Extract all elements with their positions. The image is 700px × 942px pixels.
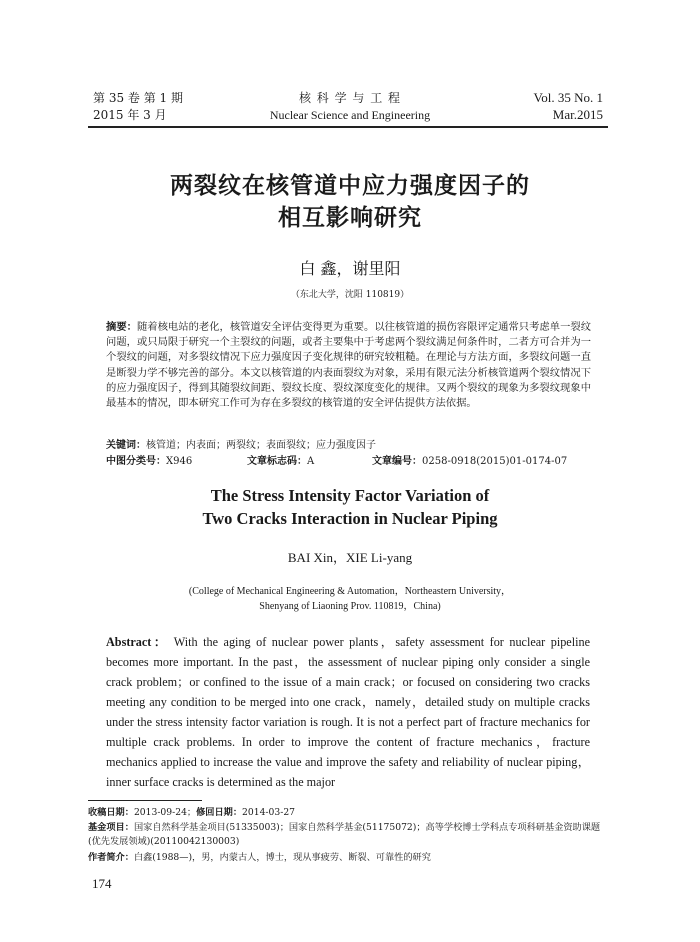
footnote-author-bio — [88, 851, 608, 865]
received-label: 收稿日期： — [88, 807, 134, 818]
header-journal-cn: 核 科 学 与 工 程 — [298, 91, 402, 105]
funding-label: 基金项目： — [88, 822, 134, 833]
article-number-value: 0258-0918(2015)01-0174-07 — [422, 456, 568, 467]
header-date-en: Mar.2015 — [552, 107, 603, 122]
title-en-line1: The Stress Intensity Factor Variation of — [210, 486, 490, 505]
header-date-cn: 2015 年 3 月 — [93, 108, 167, 122]
footnote-dates — [88, 806, 608, 820]
page-number: 174 — [92, 876, 112, 891]
header-volume-cn: 第 35 卷 第 1 期 — [93, 91, 183, 105]
revised-date: 2014-03-27 — [242, 807, 296, 818]
abstract-cn-label: 摘要： — [106, 321, 137, 333]
article-number-label: 文章编号： — [372, 456, 422, 467]
author-bio-text: 白鑫(1988—)，男，内蒙古人，博士，现从事疲劳、断裂、可靠性的研究 — [133, 852, 431, 863]
title-en-line2: Two Cracks Interaction in Nuclear Piping — [202, 509, 498, 528]
abstract-en — [106, 632, 590, 792]
document-code — [247, 452, 314, 467]
received-date: 2013-09-24； — [133, 807, 197, 818]
header-journal-en: Nuclear Science and Engineering — [269, 108, 431, 122]
funding-text: 国家自然科学基金项目(51335003)；国家自然科学基金(51175072)；高等学校博士学科点专项科研基金资助课题(优先发展领域)(20110042130003) — [88, 822, 601, 847]
title-cn-line2: 相互影响研究 — [278, 205, 422, 231]
authors-en: BAI Xin，XIE Li-yang — [287, 550, 413, 565]
keywords-cn-text: 核管道；内表面；两裂纹；表面裂纹；应力强度因子 — [146, 440, 376, 451]
authors-cn: 白 鑫，谢里阳 — [299, 259, 401, 278]
header-rule — [88, 126, 608, 128]
keywords-cn-label: 关键词： — [106, 440, 146, 451]
footnote-rule — [88, 800, 202, 801]
article-number — [372, 452, 567, 467]
doc-code-value: A — [307, 456, 315, 467]
title-cn-line1: 两裂纹在核管道中应力强度因子的 — [170, 173, 530, 199]
revised-label: 修回日期： — [196, 807, 243, 818]
clc-label: 中图分类号： — [106, 456, 166, 467]
author-bio-label: 作者简介： — [88, 852, 134, 863]
doc-code-label: 文章标志码： — [247, 456, 307, 467]
header-volume-en: Vol. 35 No. 1 — [533, 90, 603, 105]
affiliation-cn: （东北大学，沈阳 110819） — [290, 290, 410, 300]
abstract-en-text: With the aging of nuclear power plants，safety assessment for nuclear pipeline becomes more important. In the past，the assessment of nuclear piping only consider a single crack problem；or confined to the issue of a main crack；or focused on considering two cracks meeting any condition to be merged into one crack，namely，detailed study on multiple cracks under the stress intensity factor variation is rough. It is not a perfect part of fracture mechanics for multiple crack problems. In order to improve the content of fracture mechanics，fracture mechanics applied to increase the value and improve the safety and reliability of nuclear piping，inner surface cracks is determined as the major — [106, 635, 590, 789]
abstract-cn — [106, 320, 591, 411]
keywords-cn — [106, 436, 376, 451]
affiliation-en-line1: (College of Mechanical Engineering & Automation，Northeastern University， — [188, 586, 512, 597]
abstract-en-label: Abstract： — [106, 635, 169, 649]
affiliation-en-line2: Shenyang of Liaoning Prov. 110819，China) — [259, 601, 441, 612]
footnote-funding — [88, 821, 608, 849]
abstract-cn-text: 随着核电站的老化，核管道安全评估变得更为重要。以往核管道的损伤容限评定通常只考虑单一裂纹问题，或只局限于研究一个主裂纹的问题，或者主要集中于考虑两个裂纹满足何条件时，二者方可合并为一个裂纹的问题，对多裂纹情况下应力强度因子变化规律的研究较粗糙。在理论与方法方面，多裂纹问题一直是断裂力学不够完善的部分。本文以核管道的内表面裂纹为对象，采用有限元法分析核管道两个裂纹情况下的应力强度因子，得到其随裂纹间距、裂纹长度、裂纹深度变化的规律。又两个裂纹的现象为多裂纹现象中最基本的情况，即本研究工作可为存在多裂纹的核管道的安全评估提供方法依据。 — [106, 321, 592, 410]
clc-number — [106, 452, 192, 467]
clc-value: X946 — [166, 456, 193, 467]
